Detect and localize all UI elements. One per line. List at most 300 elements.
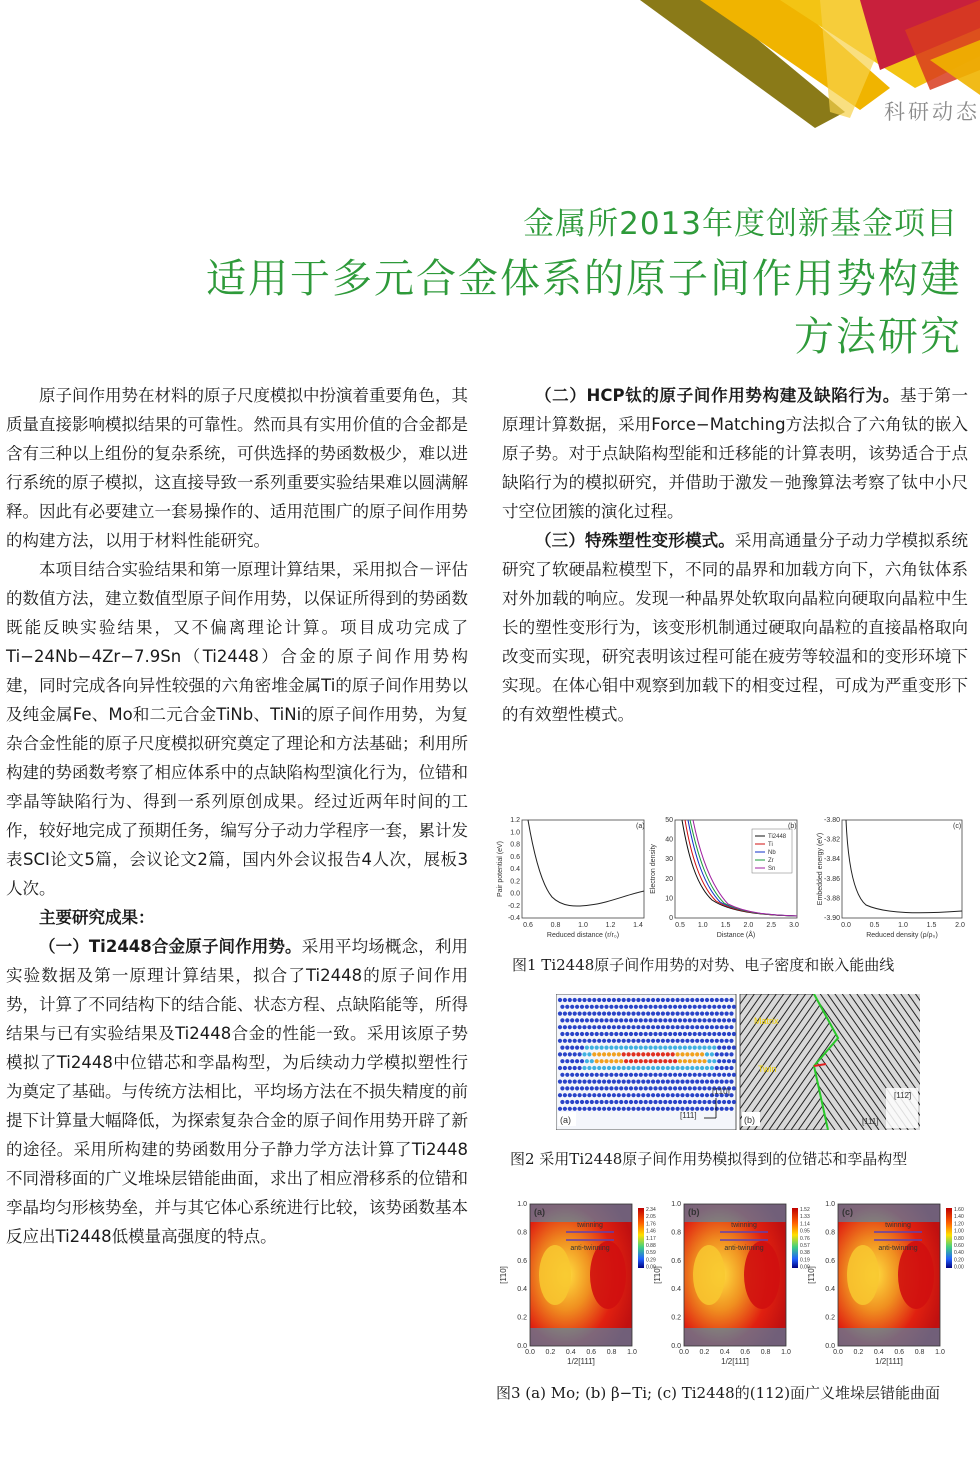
fig3-ytick: 0.4 — [671, 1286, 681, 1294]
atom — [710, 1066, 714, 1070]
atom — [673, 1100, 677, 1104]
atom — [573, 1039, 577, 1043]
atom — [725, 1107, 729, 1111]
atom — [639, 1100, 643, 1104]
atom — [639, 1086, 643, 1090]
atom — [651, 1066, 655, 1070]
atom — [707, 1005, 711, 1009]
atom — [725, 1052, 729, 1056]
fig3-scale-label: 0.80 — [954, 1235, 964, 1242]
fig3-xtick: 1.0 — [781, 1349, 791, 1356]
atom — [720, 998, 724, 1002]
atom — [612, 1039, 616, 1043]
atom — [693, 1073, 697, 1077]
atom — [582, 1012, 586, 1016]
fig2a-tag: (a) — [560, 1115, 571, 1125]
fig3-scale-label: 0.20 — [954, 1257, 964, 1264]
atom — [575, 1059, 579, 1063]
atom — [712, 1032, 716, 1036]
atom — [698, 1059, 702, 1063]
atom — [558, 998, 562, 1002]
atom — [631, 1012, 635, 1016]
fig3-xtick: 0.2 — [545, 1349, 556, 1356]
atom — [627, 1012, 631, 1016]
atom — [644, 1086, 648, 1090]
atom — [636, 1093, 640, 1097]
fig1b-x-tick: 0.5 — [675, 922, 685, 929]
atom — [582, 1025, 586, 1029]
atom — [580, 1073, 584, 1077]
atom — [685, 1052, 689, 1056]
atom — [585, 1046, 589, 1050]
fig1c-y-tick: -3.90 — [824, 915, 840, 922]
atom — [614, 1100, 618, 1104]
atom — [570, 1046, 574, 1050]
atom — [568, 1025, 572, 1029]
atom — [651, 1052, 655, 1056]
atom — [573, 1025, 577, 1029]
atom — [732, 1073, 736, 1077]
atom — [668, 1005, 672, 1009]
fig3-scale-label: 0.88 — [646, 1243, 656, 1249]
atom — [666, 1039, 670, 1043]
figure-3 — [490, 1194, 968, 1370]
atom — [636, 1039, 640, 1043]
atom — [565, 1073, 569, 1077]
atom — [725, 998, 729, 1002]
atom — [600, 1059, 604, 1063]
atom — [634, 1046, 638, 1050]
fig3-scale-label: 0.60 — [954, 1243, 964, 1249]
atom — [658, 1086, 662, 1090]
atom — [649, 1018, 653, 1022]
atom — [604, 1018, 608, 1022]
atom — [568, 1052, 572, 1056]
atom — [600, 1005, 604, 1009]
atom — [676, 1066, 680, 1070]
atom — [604, 1005, 608, 1009]
atom — [573, 998, 577, 1002]
atom — [600, 1086, 604, 1090]
corner-ribbon-decoration — [0, 0, 980, 200]
fig3-ytick: 0.4 — [517, 1286, 527, 1294]
fig3-anti-twinning-label: anti-twinning — [724, 1245, 764, 1252]
figure-2-caption: 图2 采用Ti2448原子间作用势模拟得到的位错芯和孪晶构型 — [510, 1150, 908, 1168]
atom — [661, 1107, 665, 1111]
atom — [604, 1086, 608, 1090]
atom — [592, 998, 596, 1002]
atom — [639, 1032, 643, 1036]
atom — [707, 1018, 711, 1022]
atom — [705, 1066, 709, 1070]
atom — [595, 1046, 599, 1050]
fig1a-y-tick: 1.0 — [510, 829, 520, 837]
atom — [676, 1039, 680, 1043]
fig3-scale-label: 0.57 — [800, 1243, 810, 1249]
fig3-scale-label: 1.40 — [954, 1214, 964, 1221]
atom — [595, 1073, 599, 1077]
atom — [680, 998, 684, 1002]
atom — [715, 1080, 719, 1084]
atom — [634, 1100, 638, 1104]
atom — [712, 1005, 716, 1009]
atom — [597, 1039, 601, 1043]
atom — [658, 1005, 662, 1009]
atom — [614, 1032, 618, 1036]
atom — [649, 1073, 653, 1077]
fig1a-x-tick: 1.4 — [633, 922, 643, 929]
fig1a-y-tick: 0.0 — [510, 890, 520, 898]
atom — [617, 1039, 621, 1043]
atom — [563, 1080, 567, 1084]
atom — [570, 1073, 574, 1077]
atom — [619, 1005, 623, 1009]
atom — [653, 1059, 657, 1063]
fig1a-y-tick: 0.4 — [510, 866, 520, 873]
fig3-scale-label: 1.14 — [800, 1221, 810, 1228]
atom — [683, 1100, 687, 1104]
atom — [732, 1059, 736, 1063]
atom — [627, 1066, 631, 1070]
fig3-scale-label: 1.20 — [954, 1221, 964, 1228]
atom — [680, 1052, 684, 1056]
atom — [631, 1025, 635, 1029]
fig1c-x-tick: 1.0 — [898, 922, 908, 929]
fig3-xtick: 0.6 — [740, 1349, 751, 1356]
atom — [573, 1066, 577, 1070]
atom — [570, 1005, 574, 1009]
atom — [582, 1093, 586, 1097]
atom — [710, 1107, 714, 1111]
fig2b-dir1: [112̄] — [894, 1091, 912, 1100]
fig1b-x-tick: 1.5 — [720, 922, 731, 929]
atom — [622, 1066, 626, 1070]
atom — [668, 1100, 672, 1104]
atom — [570, 1086, 574, 1090]
fig3-scale-label: 1.46 — [646, 1228, 656, 1235]
atom — [558, 1025, 562, 1029]
atom — [715, 1107, 719, 1111]
atom — [627, 1093, 631, 1097]
fig1a-y-tick: 0.2 — [510, 878, 520, 886]
atom — [604, 1046, 608, 1050]
atom — [666, 1107, 670, 1111]
atom — [563, 1093, 567, 1097]
atom — [587, 1025, 591, 1029]
atom — [671, 998, 675, 1002]
fig3-ylabel: [1̄10] — [807, 1266, 816, 1284]
atom — [634, 1005, 638, 1009]
atom — [639, 1046, 643, 1050]
atom — [698, 1005, 702, 1009]
atom — [582, 1107, 586, 1111]
atom — [602, 1107, 606, 1111]
atom — [695, 1066, 699, 1070]
atom — [627, 1025, 631, 1029]
fig3-scale-label: 1.17 — [646, 1235, 656, 1242]
left-column — [6, 381, 468, 1251]
atom — [671, 1107, 675, 1111]
fig3-ytick: 0.2 — [671, 1314, 681, 1322]
atom — [698, 1018, 702, 1022]
atom — [729, 1066, 733, 1070]
fig3-scale-label: 0.76 — [800, 1235, 810, 1242]
atom — [646, 1093, 650, 1097]
atom — [585, 1032, 589, 1036]
fig3-ytick: 0.6 — [825, 1257, 835, 1265]
atom — [673, 1059, 677, 1063]
atom — [617, 1052, 621, 1056]
atom — [678, 1059, 682, 1063]
fig1c-xlabel: Reduced density (ρ/ρ₀) — [866, 932, 938, 939]
fig3-ytick: 1.0 — [825, 1201, 835, 1208]
fig3-panel — [807, 1201, 964, 1366]
fig3-anti-twinning-label: anti-twinning — [878, 1245, 918, 1252]
atom — [627, 1107, 631, 1111]
fig1-panel-c — [817, 817, 965, 939]
atom — [676, 1052, 680, 1056]
fig1b-y-tick: 0 — [669, 915, 673, 922]
atom — [629, 1032, 633, 1036]
atom — [619, 1046, 623, 1050]
atom — [590, 1046, 594, 1050]
figure-2 — [556, 994, 920, 1130]
result-1-paragraph — [6, 932, 468, 1251]
atom — [671, 1012, 675, 1016]
atom — [727, 1073, 731, 1077]
fig1c-y-tick: -3.82 — [824, 836, 840, 844]
atom — [578, 1080, 582, 1084]
atom — [612, 1025, 616, 1029]
atom — [595, 1100, 599, 1104]
atom — [612, 1066, 616, 1070]
atom — [563, 1039, 567, 1043]
atom — [597, 1066, 601, 1070]
fig3-xtick: 0.8 — [914, 1349, 925, 1356]
atom — [680, 1080, 684, 1084]
atom — [663, 1005, 667, 1009]
fig1b-legend-entry: Ti2448 — [768, 834, 787, 840]
atom — [580, 1086, 584, 1090]
atom — [673, 1005, 677, 1009]
fig3-scale-label: 1.76 — [646, 1221, 656, 1228]
fig2b-matrix-label: Matrix — [754, 1016, 779, 1026]
result-3-paragraph — [502, 526, 968, 729]
atom — [634, 1086, 638, 1090]
atom — [661, 1025, 665, 1029]
atom — [600, 1073, 604, 1077]
atom — [641, 1012, 645, 1016]
atom — [668, 1018, 672, 1022]
atom — [688, 1046, 692, 1050]
fig3-xtick: 0.4 — [873, 1349, 884, 1356]
atom — [705, 1012, 709, 1016]
atom — [693, 1018, 697, 1022]
atom — [695, 1080, 699, 1084]
atom — [597, 1107, 601, 1111]
atom — [727, 1046, 731, 1050]
atom — [631, 1039, 635, 1043]
atom — [624, 1086, 628, 1090]
atom — [563, 998, 567, 1002]
atom — [587, 1107, 591, 1111]
atom — [690, 1025, 694, 1029]
atom — [710, 1012, 714, 1016]
atom — [653, 1073, 657, 1077]
atom — [631, 1107, 635, 1111]
atom — [595, 1059, 599, 1063]
atom — [678, 1018, 682, 1022]
fig3-panel-tag: (c) — [842, 1207, 853, 1217]
atom — [592, 1093, 596, 1097]
atom — [560, 1086, 564, 1090]
atom — [595, 1032, 599, 1036]
atom — [658, 1046, 662, 1050]
atom — [609, 1046, 613, 1050]
atom — [729, 1012, 733, 1016]
atom — [587, 1052, 591, 1056]
atom — [619, 1032, 623, 1036]
atom — [563, 1052, 567, 1056]
atom — [580, 1018, 584, 1022]
atom — [629, 1100, 633, 1104]
atom — [612, 998, 616, 1002]
fig1c-x-tick: 1.5 — [926, 922, 937, 929]
atom — [627, 1080, 631, 1084]
atom — [565, 1032, 569, 1036]
atom — [575, 1032, 579, 1036]
atom — [676, 1025, 680, 1029]
atom — [587, 1093, 591, 1097]
atom — [727, 1005, 731, 1009]
fig3-xtick: 0.6 — [894, 1349, 905, 1356]
fig3-scale-label: 1.52 — [800, 1207, 810, 1213]
atom — [685, 1025, 689, 1029]
atom — [631, 1052, 635, 1056]
atom — [568, 1012, 572, 1016]
atom — [604, 1032, 608, 1036]
atom — [666, 1080, 670, 1084]
atom — [558, 1012, 562, 1016]
atom — [715, 1025, 719, 1029]
atom — [676, 998, 680, 1002]
atom — [717, 1032, 721, 1036]
atom — [663, 1018, 667, 1022]
result-3-heading: （三）特殊塑性变形模式。 — [535, 531, 735, 550]
atom — [702, 1018, 706, 1022]
atom — [563, 1066, 567, 1070]
fig2b-twin-label: Twin — [758, 1064, 777, 1074]
atom — [641, 1093, 645, 1097]
atom — [656, 1107, 660, 1111]
atom — [698, 1073, 702, 1077]
fig1b-x-tick: 1.0 — [697, 922, 708, 929]
atom — [565, 1005, 569, 1009]
atom — [698, 1086, 702, 1090]
atom — [663, 1086, 667, 1090]
atom — [700, 1066, 704, 1070]
atom — [690, 1093, 694, 1097]
fig1c-ylabel: Embedded energy (eV) — [817, 832, 824, 906]
atom — [622, 1107, 626, 1111]
atom — [560, 1059, 564, 1063]
atom — [693, 1100, 697, 1104]
atom — [641, 1107, 645, 1111]
atom — [607, 998, 611, 1002]
atom — [717, 1100, 721, 1104]
fig1c-x-tick: 0.5 — [869, 922, 880, 929]
atom — [597, 1080, 601, 1084]
fig3-ytick: 0.2 — [517, 1314, 527, 1322]
fig3-scale-label: 2.34 — [646, 1207, 656, 1213]
atom — [600, 1100, 604, 1104]
fig3-scale-label: 0.00 — [800, 1264, 810, 1271]
fig3-scale-label: 0.38 — [800, 1250, 810, 1257]
atom — [587, 998, 591, 1002]
atom — [568, 1080, 572, 1084]
atom — [587, 1080, 591, 1084]
atom — [582, 1052, 586, 1056]
fig1b-x-tick: 3.0 — [789, 922, 799, 929]
atom — [646, 1039, 650, 1043]
atom — [563, 1012, 567, 1016]
atom — [700, 1080, 704, 1084]
fig3-ylabel: [1̄10] — [499, 1266, 508, 1284]
atom — [578, 1066, 582, 1070]
atom — [688, 1032, 692, 1036]
atom — [573, 1107, 577, 1111]
atom — [612, 1052, 616, 1056]
atom — [641, 1080, 645, 1084]
atom — [649, 1086, 653, 1090]
atom — [622, 1039, 626, 1043]
fig1b-y-tick: 20 — [665, 875, 673, 883]
atom — [624, 1032, 628, 1036]
atom — [651, 1025, 655, 1029]
atom — [565, 1018, 569, 1022]
atom — [651, 1039, 655, 1043]
atom — [722, 1005, 726, 1009]
atom — [595, 1018, 599, 1022]
fig1-panel-b — [650, 817, 799, 939]
fig1-panel-a — [497, 817, 645, 939]
atom — [653, 1032, 657, 1036]
atom — [653, 1018, 657, 1022]
atom — [609, 1005, 613, 1009]
atom — [656, 1066, 660, 1070]
atom — [693, 1046, 697, 1050]
atom — [597, 1012, 601, 1016]
atom — [641, 1025, 645, 1029]
atom — [629, 1073, 633, 1077]
atom — [720, 1107, 724, 1111]
atom — [656, 1012, 660, 1016]
fig1b-y-tick: 40 — [665, 836, 673, 844]
atom — [629, 1086, 633, 1090]
atom — [644, 1059, 648, 1063]
atom — [688, 1005, 692, 1009]
atom — [558, 1052, 562, 1056]
atom — [587, 1066, 591, 1070]
atom — [565, 1059, 569, 1063]
atom — [700, 1012, 704, 1016]
atom — [707, 1073, 711, 1077]
atom — [705, 998, 709, 1002]
atom — [568, 1039, 572, 1043]
atom — [644, 1005, 648, 1009]
atom — [649, 1046, 653, 1050]
atom — [671, 1066, 675, 1070]
